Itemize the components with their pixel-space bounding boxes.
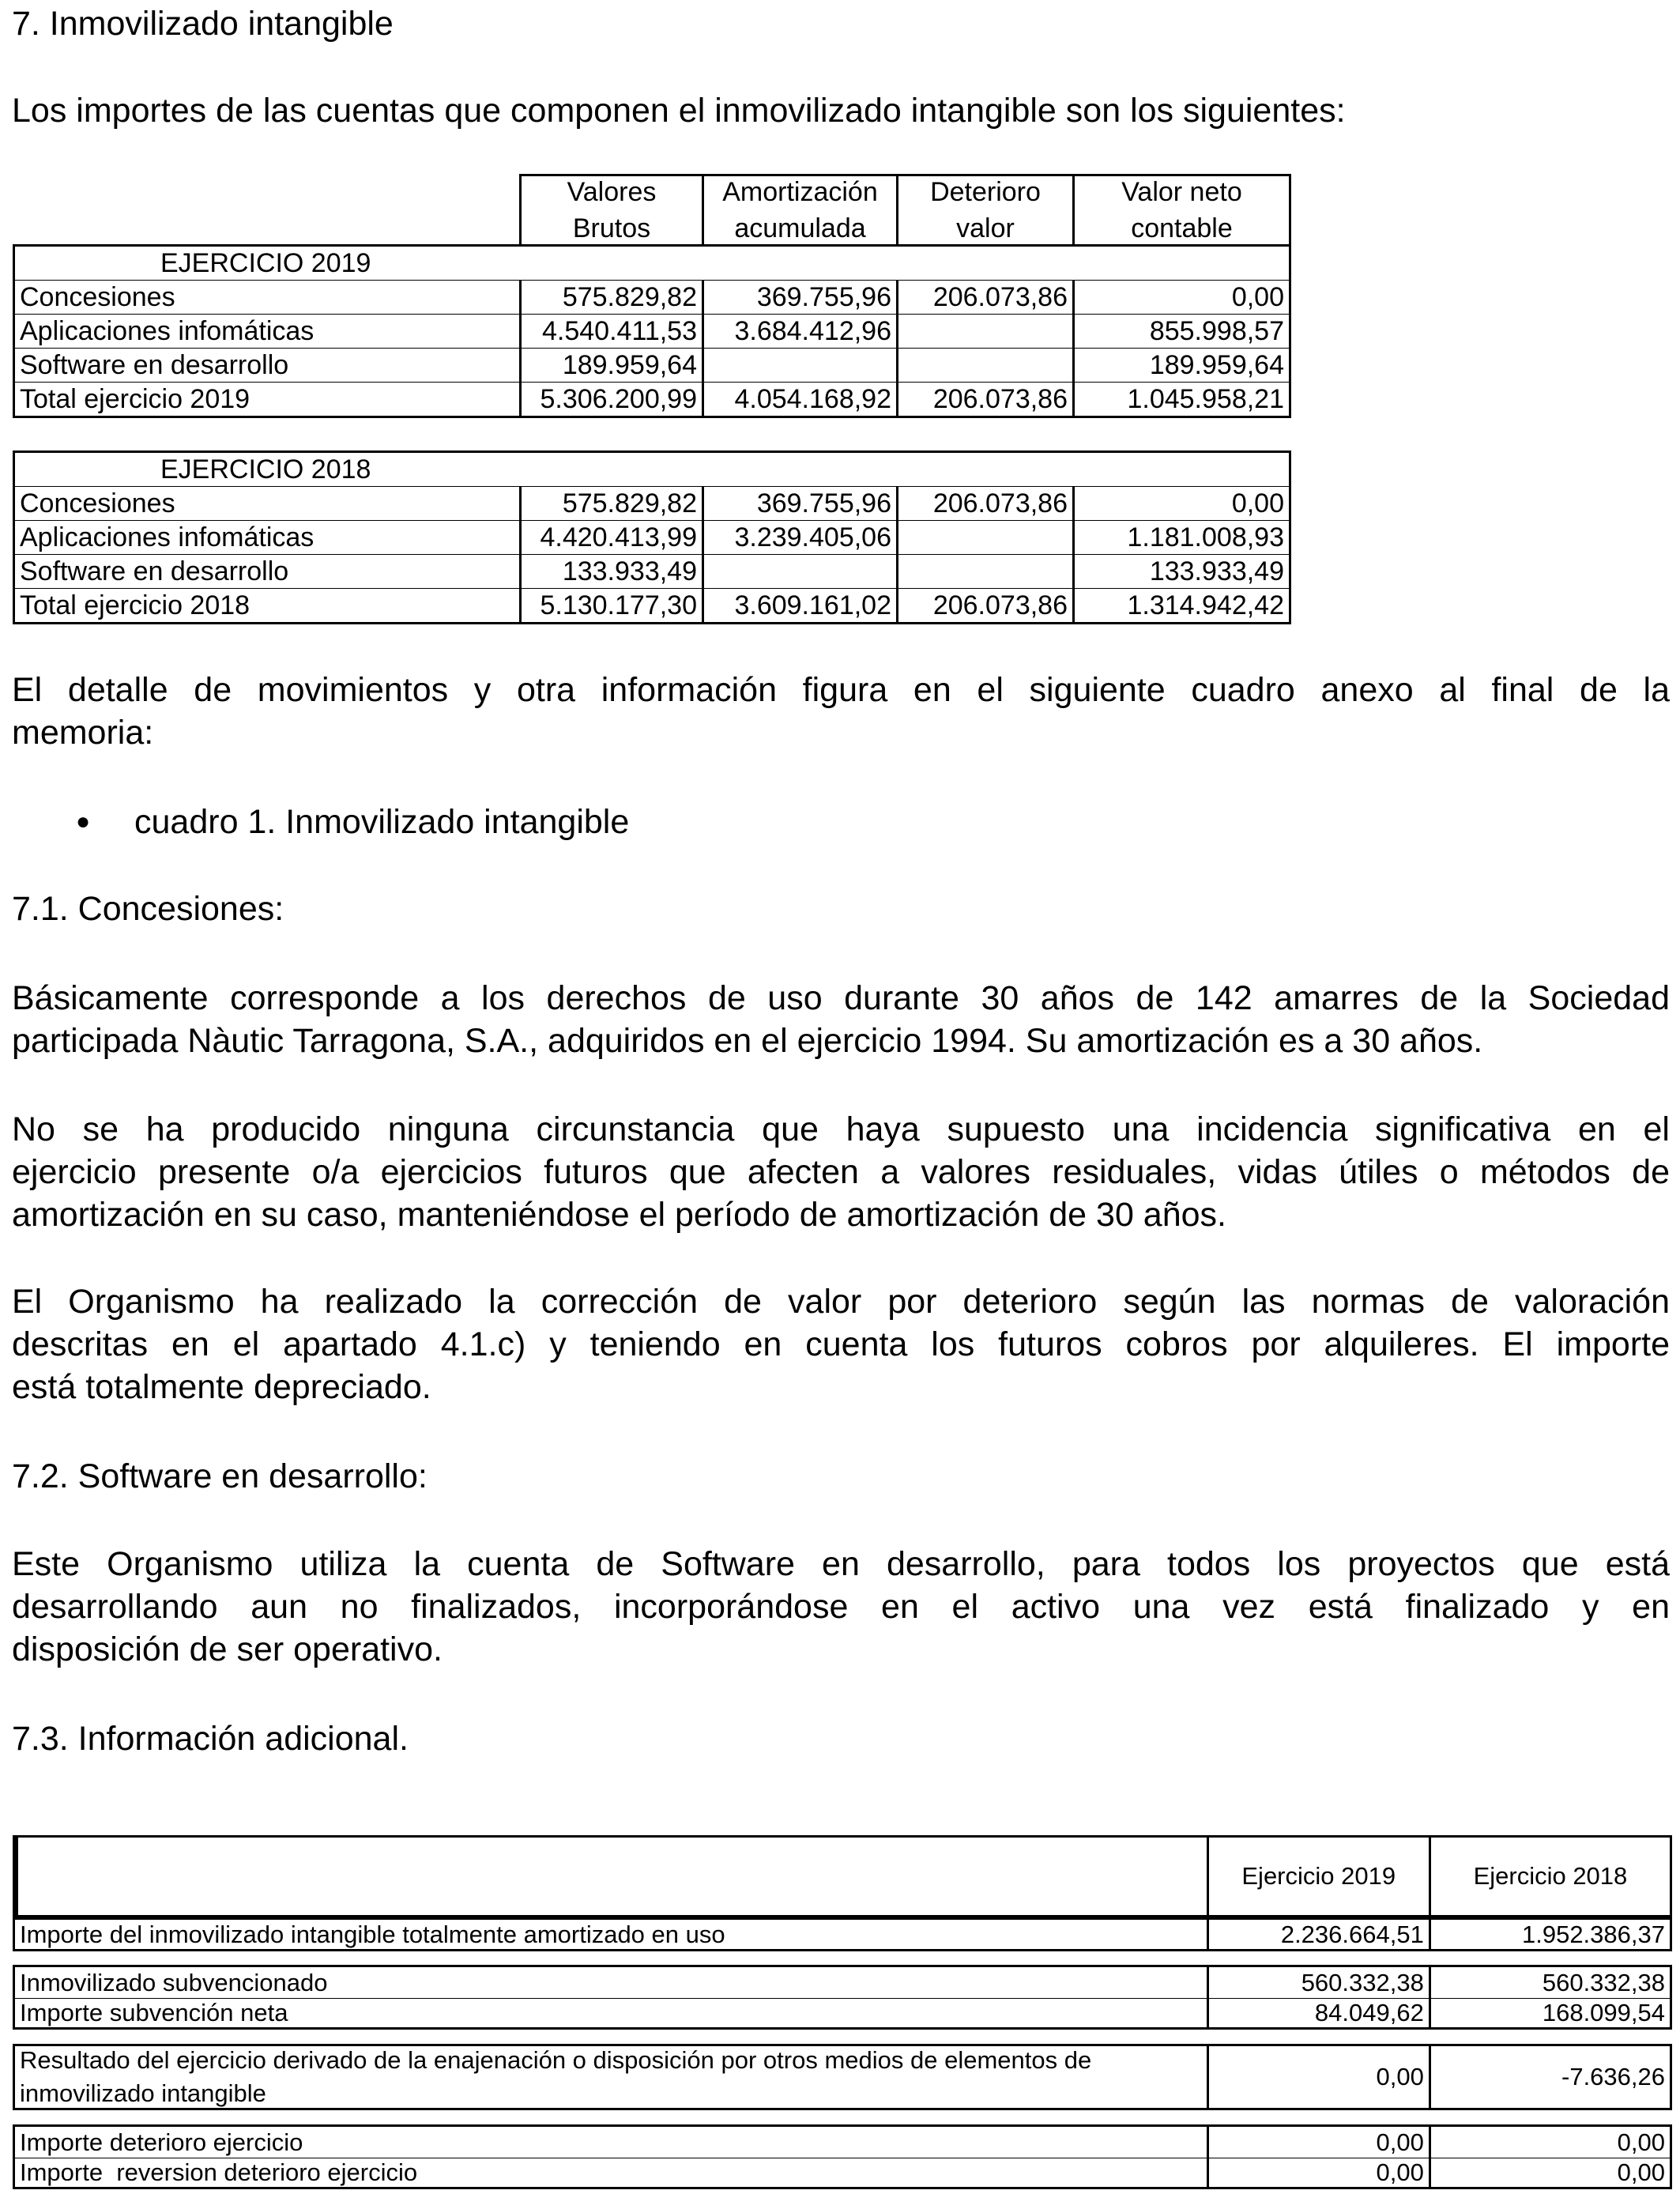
table-row-label: Software en desarrollo	[14, 555, 521, 589]
subsection-7-2-title: 7.2. Software en desarrollo:	[12, 1457, 428, 1495]
table-row-label: Software en desarrollo	[14, 349, 521, 383]
bullet-icon: ●	[76, 809, 91, 835]
intro-text: Los importes de las cuentas que componen el inmovilizado intangible son los siguientes:	[12, 92, 1346, 130]
table-row-label: Total ejercicio 2019	[14, 383, 521, 417]
table1-header-amortizacion: Amortización acumulada	[722, 177, 878, 243]
table1-2018-title: EJERCICIO 2018	[14, 452, 1290, 487]
bullet-item: cuadro 1. Inmovilizado intangible	[134, 803, 630, 841]
subsection-7-3-title: 7.3. Información adicional.	[12, 1720, 409, 1758]
table-row-label: Total ejercicio 2018	[14, 589, 521, 624]
table1-2019-title: EJERCICIO 2019	[14, 246, 1290, 281]
table1-header-deterioro: Deterioro valor	[930, 177, 1041, 243]
s71-paragraph-3: El Organismo ha realizado la corrección de valor por deterioro según las normas de valoración descritas en el apartado 4.1.c) y teniendo en cuenta los futuros cobros por alquileres. El importe está totalmente depreciado.	[12, 1283, 1670, 1406]
table-row: Importe reversion deterioro ejercicio 0,00 0,00	[13, 2158, 1672, 2189]
table2-header-row	[13, 1835, 1672, 1917]
section-title: 7. Inmovilizado intangible	[12, 5, 394, 43]
table-row-label: Aplicaciones infomáticas	[14, 315, 521, 349]
table-row: Importe del inmovilizado intangible totalmente amortizado en uso 2.236.664,51 1.952.386,37	[13, 1917, 1672, 1951]
subsection-7-1-title: 7.1. Concesiones:	[12, 890, 284, 928]
s71-paragraph-1: Básicamente corresponde a los derechos de uso durante 30 años de 142 amarres de la Sociedad participada Nàutic Tarragona, S.A., adquiridos en el ejercicio 1994. Su amortización es a 30 años.	[12, 979, 1670, 1060]
table-row: Resultado del ejercicio derivado de la enajenación o disposición por otros medios de elementos de inmovilizado intangible 0,00 -7.636,26	[13, 2044, 1672, 2110]
table2-header-2019: Ejercicio 2019	[1207, 1838, 1429, 1915]
table1-ejercicio-2018: EJERCICIO 2018 Concesiones 575.829,82 369.755,96 206.073,86 0,00 Aplicaciones infomáticas 4.420.413,99 3.239.405,06 1.181.008,93 Software en desarrollo 133.933,49 133.933,49 Total ejercicio 2018 5.130.177,30 3.609.161,02 206.073,86 1.314.942,42	[13, 450, 1291, 624]
table-row-label: Aplicaciones infomáticas	[14, 521, 521, 555]
table1-header-valores: Valores Brutos	[567, 177, 657, 243]
table-row-label: Concesiones	[14, 487, 521, 521]
table-row: Inmovilizado subvencionado 560.332,38 560.332,38	[13, 1965, 1672, 1998]
detalle-paragraph: El detalle de movimientos y otra información figura en el siguiente cuadro anexo al final de la memoria:	[12, 671, 1670, 752]
table-row-label: Concesiones	[14, 281, 521, 315]
table2-header-2018: Ejercicio 2018	[1429, 1838, 1670, 1915]
table-row: Importe deterioro ejercicio 0,00 0,00	[13, 2124, 1672, 2158]
s71-paragraph-2: No se ha producido ninguna circunstancia que haya supuesto una incidencia significativa en el ejercicio presente o/a ejercicios futuros que afecten a valores residuales, vidas útiles o métodos de amortización en su caso, manteniéndose el período de amortización de 30 años.	[12, 1110, 1670, 1234]
table-row: Importe subvención neta 84.049,62 168.099,54	[13, 1998, 1672, 2030]
table1-ejercicio-2019: EJERCICIO 2019 Concesiones 575.829,82 369.755,96 206.073,86 0,00 Aplicaciones infomáticas 4.540.411,53 3.684.412,96 855.998,57 Software en desarrollo 189.959,64 189.959,64 Total ejercicio 2019 5.306.200,99 4.054.168,92 206.073,86 1.045.958,21	[13, 244, 1291, 418]
table1-header-valor-neto: Valor neto contable	[1121, 177, 1242, 243]
s72-paragraph-1: Este Organismo utiliza la cuenta de Software en desarrollo, para todos los proyectos que está desarrollando aun no finalizados, incorporándose en el activo una vez está finalizado y en disposición de ser operativo.	[12, 1545, 1670, 1668]
